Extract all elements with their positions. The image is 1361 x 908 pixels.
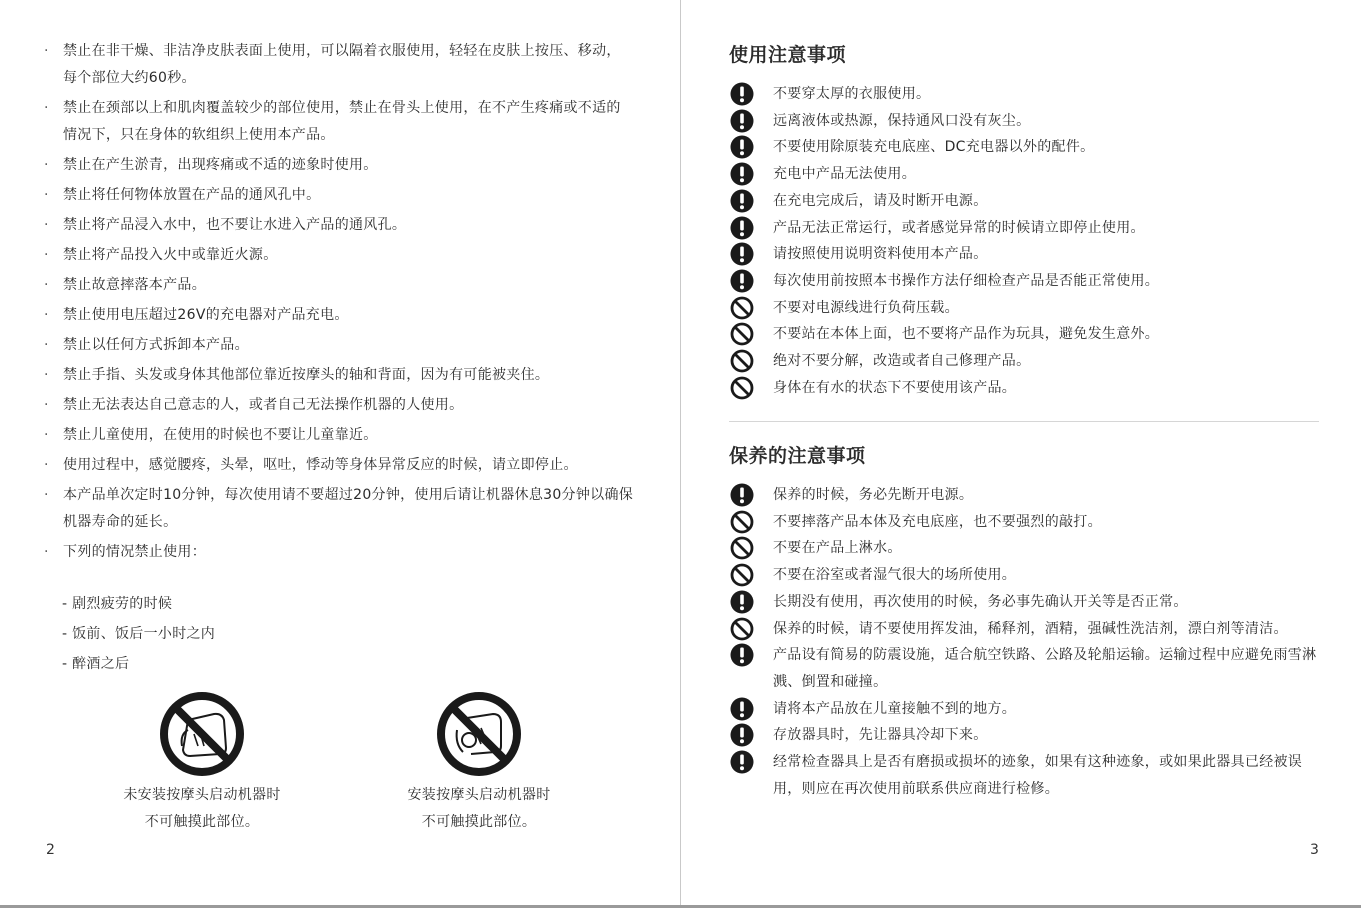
note-text: 长期没有使用，再次使用的时候，务必事先确认开关等是否正常。 (773, 593, 1188, 610)
note-text: 存放器具时，先让器具冷却下来。 (773, 727, 988, 744)
page-number-right: 3 (1310, 842, 1319, 858)
figure-caption-line1: 安装按摩头启动机器时 (407, 787, 551, 803)
prohibition-text: 禁止将产品浸入水中，也不要让水进入产品的通风孔。 (63, 217, 407, 233)
prohibition-text: 禁止故意摔落本产品。 (63, 277, 206, 293)
prohibited-icon (730, 617, 754, 641)
usage-note-item (729, 161, 1321, 188)
prohibition-text: 禁止手指、头发或身体其他部位靠近按摩头的轴和背面，因为有可能被夹住。 (63, 367, 550, 383)
exclamation-icon (730, 135, 754, 159)
left-page (0, 0, 680, 908)
exclamation-icon (730, 109, 754, 133)
prohibition-text: 禁止将产品投入火中或靠近火源。 (63, 247, 278, 263)
exclamation-icon (730, 189, 754, 213)
bullet-dot: · (44, 307, 49, 323)
prohibition-item (44, 482, 634, 536)
prohibition-item (44, 182, 634, 209)
note-text: 请将本产品放在儿童接触不到的地方。 (773, 700, 1017, 717)
prohibition-item (44, 302, 634, 329)
bullet-dot: · (44, 247, 49, 263)
maintenance-note-item (729, 562, 1321, 589)
exclamation-icon (730, 483, 754, 507)
note-text: 每次使用前按照本书操作方法仔细检查产品是否能正常使用。 (773, 272, 1160, 289)
figure-caption-line2: 不可触摸此部位。 (421, 814, 537, 830)
prohibition-text: 禁止在产生淤青，出现疼痛或不适的迹象时使用。 (63, 157, 378, 173)
page-number-left: 2 (46, 842, 55, 858)
exclamation-icon (730, 82, 754, 106)
note-text: 不要使用除原装充电底座、DC充电器以外的配件。 (773, 139, 1095, 156)
bullet-dot: · (44, 187, 49, 203)
prohibited-condition-item: - 剧烈疲劳的时候 (62, 596, 173, 612)
usage-note-item (729, 348, 1321, 375)
prohibition-item (44, 95, 634, 149)
prohibition-item (44, 539, 634, 566)
prohibition-text: 禁止将任何物体放置在产品的通风孔中。 (63, 187, 321, 203)
no-touch-without-head-icon (158, 690, 246, 778)
note-text: 不要站在本体上面，也不要将产品作为玩具，避免发生意外。 (773, 326, 1160, 343)
usage-note-item (729, 215, 1321, 242)
prohibited-icon (730, 563, 754, 587)
prohibition-item (44, 392, 634, 419)
note-text: 不要摔落产品本体及充电底座，也不要强烈的敲打。 (773, 513, 1102, 530)
usage-note-item (729, 134, 1321, 161)
prohibition-text: 禁止儿童使用，在使用的时候也不要让儿童靠近。 (63, 427, 378, 443)
note-text: 不要对电源线进行负荷压载。 (773, 299, 959, 316)
exclamation-icon (730, 750, 754, 774)
prohibited-icon (730, 296, 754, 320)
prohibition-item (44, 272, 634, 299)
prohibition-item (44, 212, 634, 239)
prohibition-item (44, 362, 634, 389)
maintenance-note-item (729, 535, 1321, 562)
usage-note-item (729, 321, 1321, 348)
bullet-dot: · (44, 217, 49, 233)
usage-note-item (729, 375, 1321, 402)
prohibition-text: 禁止在颈部以上和肌肉覆盖较少的部位使用，禁止在骨头上使用，在不产生疼痛或不适的情况下，只在身体的软组织上使用本产品。 (63, 100, 621, 143)
maintenance-note-item (729, 749, 1321, 802)
usage-note-item (729, 81, 1321, 108)
bullet-dot: · (44, 427, 49, 443)
maintenance-note-item (729, 482, 1321, 509)
usage-notes-title: 使用注意事项 (729, 44, 847, 66)
note-text: 充电中产品无法使用。 (773, 166, 916, 183)
prohibition-item (44, 332, 634, 359)
maintenance-note-item (729, 722, 1321, 749)
note-text: 经常检查器具上是否有磨损或损坏的迹象，如果有这种迹象，或如果此器具已经被误用，则应在再次使用前联系供应商进行检修。 (773, 754, 1303, 797)
usage-note-item (729, 241, 1321, 268)
prohibition-text: 禁止使用电压超过26V的充电器对产品充电。 (63, 307, 349, 323)
note-text: 保养的时候，请不要使用挥发油，稀释剂，酒精，强碱性洗洁剂，漂白剂等清洁。 (773, 620, 1288, 637)
maintenance-note-item (729, 589, 1321, 616)
exclamation-icon (730, 697, 754, 721)
note-text: 保养的时候，务必先断开电源。 (773, 487, 974, 503)
usage-notes-list (729, 81, 1321, 401)
note-text: 身体在有水的状态下不要使用该产品。 (773, 379, 1017, 396)
note-text: 产品无法正常运行，或者感觉异常的时候请立即停止使用。 (773, 219, 1145, 236)
page-gutter (680, 0, 681, 908)
prohibition-item (44, 38, 634, 92)
bullet-dot: · (44, 157, 49, 173)
prohibited-icon (730, 510, 754, 534)
bullet-dot: · (44, 457, 49, 473)
section-divider (729, 421, 1319, 422)
warning-figure-no-head (82, 690, 322, 836)
prohibited-icon (730, 322, 754, 346)
prohibition-text: 禁止以任何方式拆卸本产品。 (63, 337, 249, 353)
bullet-dot: · (44, 277, 49, 293)
maintenance-note-item (729, 642, 1321, 695)
maintenance-notes-list (729, 482, 1321, 802)
note-text: 产品设有简易的防震设施，适合航空铁路、公路及轮船运输。运输过程中应避免雨雪淋溅、倒置和碰撞。 (773, 647, 1317, 690)
no-touch-with-head-icon (435, 690, 523, 778)
bullet-dot: · (44, 487, 49, 503)
prohibition-text: 下列的情况禁止使用： (63, 544, 206, 560)
bullet-dot: · (44, 367, 49, 383)
exclamation-icon (730, 216, 754, 240)
prohibited-icon (730, 376, 754, 400)
bullet-dot: · (44, 337, 49, 353)
prohibition-item (44, 152, 634, 179)
maintenance-notes-title: 保养的注意事项 (729, 445, 866, 467)
exclamation-icon (730, 643, 754, 667)
prohibited-icon (730, 536, 754, 560)
note-text: 不要在产品上淋水。 (773, 540, 902, 557)
bullet-dot: · (44, 397, 49, 413)
bullet-dot: · (44, 544, 49, 560)
prohibition-item (44, 422, 634, 449)
exclamation-icon (730, 162, 754, 186)
prohibition-text: 使用过程中，感觉腰疼，头晕，呕吐，悸动等身体异常反应的时候，请立即停止。 (63, 457, 578, 473)
exclamation-icon (730, 269, 754, 293)
prohibited-condition-item: - 醉酒之后 (62, 656, 130, 672)
usage-note-item (729, 268, 1321, 295)
figure-caption-line2: 不可触摸此部位。 (144, 814, 260, 830)
usage-note-item (729, 108, 1321, 135)
maintenance-note-item (729, 696, 1321, 723)
exclamation-icon (730, 590, 754, 614)
prohibited-condition-item: - 饭前、饭后一小时之内 (62, 626, 216, 642)
prohibition-text: 禁止在非干燥、非洁净皮肤表面上使用，可以隔着衣服使用，轻轻在皮肤上按压、移动，每个部位大约60秒。 (63, 43, 621, 86)
exclamation-icon (730, 723, 754, 747)
note-text: 在充电完成后，请及时断开电源。 (773, 192, 988, 209)
prohibited-icon (730, 349, 754, 373)
note-text: 不要在浴室或者湿气很大的场所使用。 (773, 567, 1017, 584)
bullet-dot: · (44, 100, 49, 116)
maintenance-note-item (729, 616, 1321, 643)
prohibition-item (44, 452, 634, 479)
prohibition-list (44, 38, 634, 569)
bullet-dot: · (44, 43, 49, 59)
prohibition-item (44, 242, 634, 269)
prohibited-conditions-list (62, 591, 215, 681)
usage-note-item (729, 188, 1321, 215)
usage-note-item (729, 295, 1321, 322)
note-text: 请按照使用说明资料使用本产品。 (773, 246, 988, 263)
note-text: 远离液体或热源，保持通风口没有灰尘。 (773, 112, 1031, 129)
warning-figure-with-head (359, 690, 599, 836)
prohibition-text: 本产品单次定时10分钟，每次使用请不要超过20分钟，使用后请让机器休息30分钟以确保机器寿命的延长。 (63, 487, 634, 530)
figure-caption-line1: 未安装按摩头启动机器时 (123, 787, 281, 803)
prohibition-text: 禁止无法表达自己意志的人，或者自己无法操作机器的人使用。 (63, 397, 464, 413)
exclamation-icon (730, 242, 754, 266)
note-text: 绝对不要分解，改造或者自己修理产品。 (773, 353, 1031, 370)
maintenance-note-item (729, 509, 1321, 536)
note-text: 不要穿太厚的衣服使用。 (773, 86, 931, 102)
